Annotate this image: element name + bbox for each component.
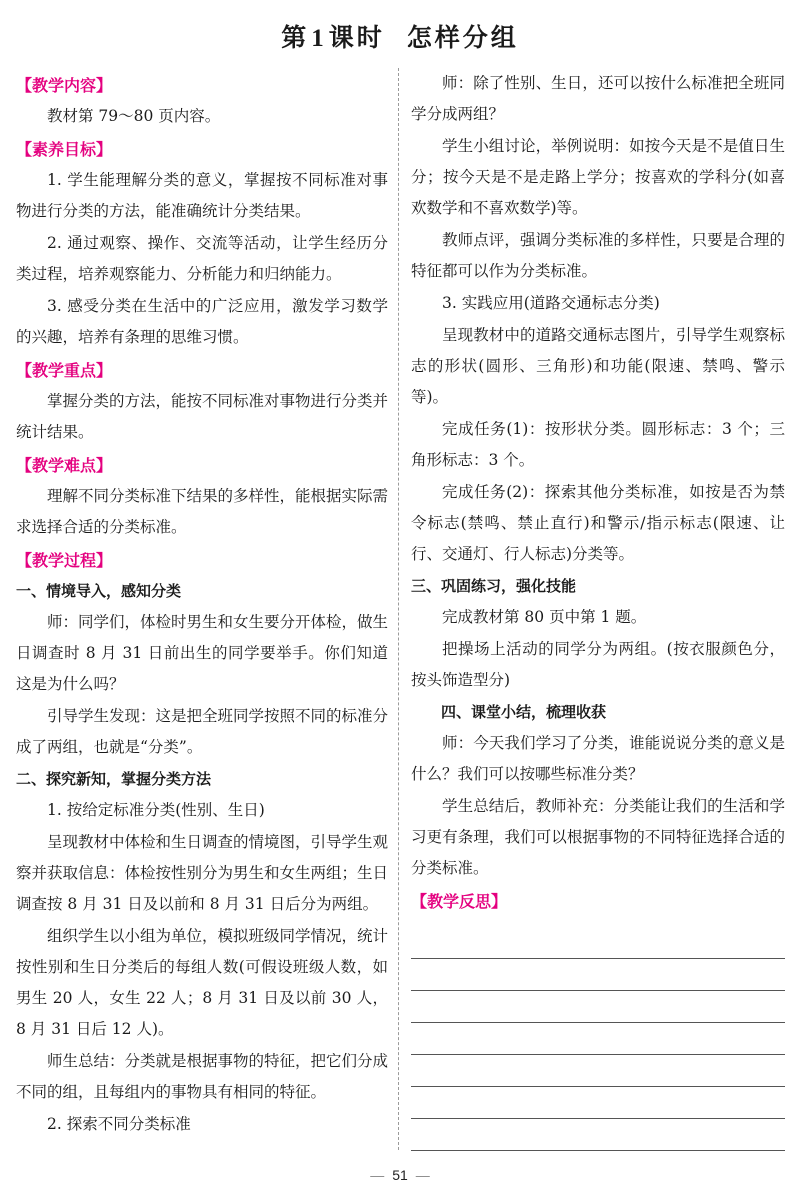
page-footer: — 51 — (370, 1167, 430, 1183)
content-tag: 【教学内容】 (16, 76, 113, 95)
writing-line (411, 1087, 785, 1119)
column-divider (398, 68, 399, 1150)
goals-tag: 【素养目标】 (16, 140, 113, 159)
section-heading: 三、巩固练习，强化技能 (411, 577, 577, 595)
paragraph: 师：今天我们学习了分类，谁能说说分类的意义是什么？我们可以按哪些标准分类？ (411, 734, 785, 783)
section-heading: 二、探究新知，掌握分类方法 (16, 770, 212, 788)
key-point-tag: 【教学重点】 (16, 361, 113, 380)
writing-line (411, 1055, 785, 1087)
goal-item: 2. 通过观察、操作、交流等活动，让学生经历分类过程，培养观察能力、分析能力和归纳能力。 (16, 234, 388, 283)
paragraph: 学生总结后，教师补充：分类能让我们的生活和学习更有条理，我们可以根据事物的不同特征选择合适的分类标准。 (411, 797, 785, 877)
reflection-tag: 【教学反思】 (411, 892, 508, 911)
title-number: 1 (311, 25, 327, 52)
writing-line (411, 1119, 785, 1151)
paragraph: 教师点评，强调分类标准的多样性，只要是合理的特征都可以作为分类标准。 (411, 231, 785, 280)
subsection-heading: 2. 探索不同分类标准 (47, 1115, 191, 1133)
left-column (16, 68, 388, 1141)
writing-line (411, 927, 785, 959)
section-heading: 四、课堂小结，梳理收获 (441, 703, 607, 721)
title-suffix: 课时 (328, 23, 385, 52)
subsection-heading: 1. 按给定标准分类(性别、生日) (47, 801, 265, 819)
writing-line (411, 959, 785, 991)
title-topic: 怎样分组 (406, 23, 519, 52)
section-heading: 一、情境导入，感知分类 (16, 582, 182, 600)
paragraph: 师：同学们，体检时男生和女生要分开体检，做生日调查时 8 月 31 日前出生的同学要举手。你们知道这是为什么吗？ (16, 613, 389, 693)
paragraph: 完成任务(2)：探索其他分类标准，如按是否为禁令标志(禁鸣、禁止直行)和警示/指示标志(限速、让行、交通灯、行人标志)分类等。 (411, 483, 785, 563)
paragraph: 完成教材第 80 页中第 1 题。 (442, 608, 647, 626)
paragraph: 师：除了性别、生日，还可以按什么标准把全班同学分成两组？ (411, 74, 785, 123)
paragraph: 完成任务(1)：按形状分类。圆形标志：3 个；三角形标志：3 个。 (411, 420, 785, 469)
writing-line (411, 991, 785, 1023)
paragraph: 学生小组讨论，举例说明：如按今天是不是值日生分；按今天是不是走路上学分；按喜欢的学科分(如喜欢数学和不喜欢数学)等。 (411, 137, 785, 217)
content-text: 教材第 79～80 页内容。 (47, 107, 221, 125)
paragraph: 师生总结：分类就是根据事物的特征，把它们分成不同的组，且每组内的事物具有相同的特征。 (16, 1052, 389, 1101)
paragraph: 呈现教材中体检和生日调查的情境图，引导学生观察并获取信息：体检按性别分为男生和女生两组；生日调查按 8 月 31 日及以前和 8 月 31 日后分为两组。 (16, 833, 389, 913)
goal-item: 1. 学生能理解分类的意义，掌握按不同标准对事物进行分类的方法，能准确统计分类结果。 (16, 171, 388, 220)
key-point-text: 掌握分类的方法，能按不同标准对事物进行分类并统计结果。 (16, 392, 389, 441)
paragraph: 组织学生以小组为单位，模拟班级同学情况，统计按性别和生日分类后的每组人数(可假设班级人数，如男生 20 人，女生 22 人；8 月 31 日及以前 30 人，8 月 31 日后 12 人)。 (16, 927, 389, 1038)
writing-line (411, 1023, 785, 1055)
paragraph: 引导学生发现：这是把全班同学按照不同的标准分成了两组，也就是“分类”。 (16, 707, 389, 756)
page-number: 51 (392, 1167, 408, 1183)
difficult-point-tag: 【教学难点】 (16, 456, 113, 475)
reflection-lines (411, 927, 785, 1151)
lesson-title (0, 18, 800, 54)
difficult-point-text: 理解不同分类标准下结果的多样性，能根据实际需求选择合适的分类标准。 (16, 487, 389, 536)
paragraph: 把操场上活动的同学分为两组。(按衣服颜色分，按头饰造型分) (411, 640, 785, 689)
title-prefix: 第 (281, 23, 310, 52)
paragraph: 呈现教材中的道路交通标志图片，引导学生观察标志的形状(圆形、三角形)和功能(限速、禁鸣、警示等)。 (411, 326, 785, 406)
process-tag: 【教学过程】 (16, 551, 113, 570)
subsection-heading: 3. 实践应用(道路交通标志分类) (442, 294, 660, 312)
goal-item: 3. 感受分类在生活中的广泛应用，激发学习数学的兴趣，培养有条理的思维习惯。 (16, 297, 388, 346)
right-column (411, 68, 785, 1151)
